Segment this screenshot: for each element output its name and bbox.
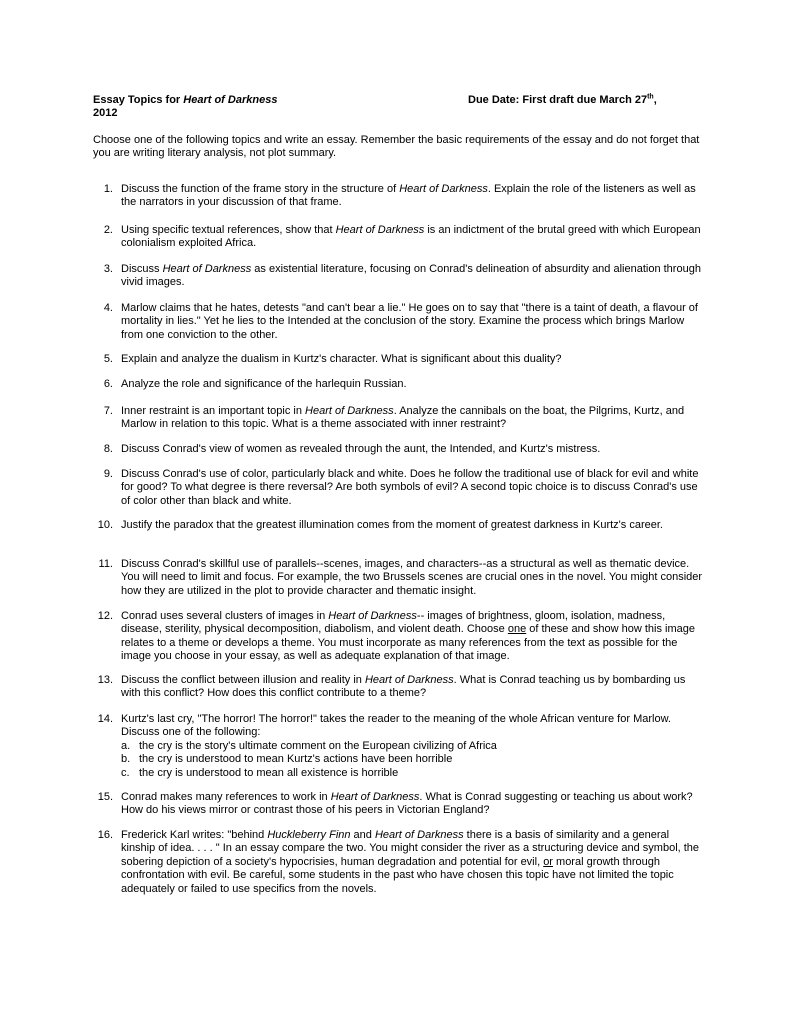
sub-option-label: b.	[121, 753, 131, 766]
topic-text	[121, 468, 703, 508]
topic-text	[121, 791, 703, 818]
text-run: moral growth through confrontation with evil. Be careful, some students in the past who have chosen this topic have not limited the topic adequately or failed to use specifics from the novels.	[121, 855, 674, 895]
text-run: as existential literature, focusing on Conrad's delineation of absurdity and alienation through vivid images.	[121, 263, 701, 289]
topic-number: 12.	[97, 610, 113, 622]
book-title: Heart of Darkness	[330, 791, 420, 803]
topic-text	[121, 519, 703, 532]
book-title: Heart of Darkness	[364, 674, 454, 686]
text-run: Inner restraint is an important topic in	[121, 405, 306, 417]
intro-paragraph: Choose one of the following topics and write an essay. Remember the basic requirements of the essay and do not forget that you are writing literary analysis, not plot summary.	[93, 134, 700, 160]
topic-number: 14.	[97, 713, 113, 725]
topic-text	[121, 829, 703, 896]
book-title: Heart of Darkness	[335, 224, 425, 236]
topic-text	[121, 558, 703, 598]
due-date-sup: th	[647, 93, 654, 101]
topic-number: 2.	[103, 224, 113, 236]
book-title: Heart of Darkness	[374, 829, 464, 841]
text-run: and	[350, 829, 375, 841]
sub-option-text: the cry is the story's ultimate comment on the European civilizing of Africa	[139, 739, 497, 752]
sub-option	[121, 753, 703, 766]
text-run: Frederick Karl writes: "behind	[121, 829, 268, 841]
sub-option-label: a.	[121, 739, 131, 752]
text-run: Discuss the conflict between illusion and reality in	[121, 674, 365, 686]
text-run: Marlow claims that he hates, detests "and can't bear a lie." He goes on to say that "there is a taint of death, a flavour of mortality in lies." Yet he lies to the Intended at the conclusion of the story. Examine the process which brings Marlow from one conviction to the other.	[121, 302, 698, 341]
text-run: Conrad uses several clusters of images in	[121, 610, 329, 622]
book-title: Heart of Darkness	[328, 610, 417, 622]
topic-number: 8.	[103, 443, 113, 455]
topic-text	[121, 610, 703, 664]
text-run: Discuss Conrad's skillful use of parallels--scenes, images, and characters--as a structural as well as thematic device. You will need to limit and focus. For example, the two Brussels scenes are crucial ones in the novel. You might consider how they are utilized in the plot to provide character and thematic insight.	[121, 558, 703, 597]
text-run: Justify the paradox that the greatest illumination comes from the moment of greatest darkness in Kurtz's career.	[121, 519, 663, 531]
topic-number: 6.	[103, 378, 113, 390]
text-run: . What is Conrad teaching us by bombarding us with this conflict? How does this conflict contribute to a theme?	[121, 674, 686, 700]
text-run: there is a basis of similarity and a general kinship of idea. . . . " In an essay compare the two. You might consider the river as a structuring device and symbol, the sobering depiction of a society's hypocrisies, human degradation and potential for evil,	[121, 829, 700, 868]
book-title: Heart of Darkness	[162, 263, 252, 275]
topic-number: 5.	[103, 353, 113, 365]
sub-option-label: c.	[121, 766, 130, 779]
title-prefix: Essay Topics for	[93, 94, 184, 106]
topic-number: 3.	[103, 263, 113, 275]
text-run: Conrad makes many references to work in	[121, 791, 331, 803]
topic-text	[121, 713, 703, 780]
topic-number: 7.	[103, 405, 113, 417]
topic-text	[121, 405, 703, 432]
sub-option-text: the cry is understood to mean all existence is horrible	[139, 766, 399, 779]
text-run: Kurtz's last cry, "The horror! The horror!" takes the reader to the meaning of the whole African venture for Marlow. Discuss one of the following:	[121, 713, 671, 739]
due-date-suffix: ,	[653, 94, 657, 106]
topic-text	[121, 183, 703, 210]
book-title: Huckleberry Finn	[267, 829, 351, 841]
due-date-text: Due Date: First draft due March 27	[468, 94, 648, 106]
topic-text	[121, 443, 703, 456]
text-run: is an indictment of the brutal greed with which European colonialism exploited Africa.	[121, 224, 701, 250]
sub-option-text: the cry is understood to mean Kurtz's actions have been horrible	[139, 753, 453, 766]
text-run: . Explain the role of the listeners as well as the narrators in your discussion of that frame.	[121, 183, 696, 209]
book-title: Heart of Darkness	[305, 405, 394, 417]
text-run: Discuss	[121, 263, 163, 275]
text-run: Discuss Conrad's use of color, particularly black and white. Does he follow the traditional use of black for evil and white for good? To what degree is there reversal? Are both symbols of evil? A second topic choice is to discuss Conrad's use of color other than black and white.	[121, 468, 699, 507]
due-date	[468, 94, 657, 107]
topic-number: 9.	[103, 468, 113, 480]
due-year: 2012	[93, 107, 118, 119]
text-run: Using specific textual references, show that	[121, 224, 336, 236]
text-run: . What is Conrad suggesting or teaching us about work? How do his views mirror or contrast those of his peers in Victorian England?	[121, 791, 693, 817]
topic-number: 1.	[103, 183, 113, 195]
topic-text	[121, 674, 703, 701]
topic-text	[121, 302, 703, 342]
topic-number: 4.	[103, 302, 113, 314]
sub-option	[121, 767, 703, 780]
title-book: Heart of Darkness	[183, 94, 278, 106]
topic-text	[121, 378, 703, 391]
book-title: Heart of Darkness	[399, 183, 488, 195]
text-run: Analyze the role and significance of the harlequin Russian.	[121, 378, 407, 390]
topic-number: 10.	[97, 519, 113, 531]
topic-text	[121, 263, 703, 290]
essay-title	[93, 94, 277, 107]
sub-option	[121, 740, 703, 753]
topic-text	[121, 353, 703, 366]
emphasis: or	[543, 855, 553, 868]
text-run: Discuss Conrad's view of women as revealed through the aunt, the Intended, and Kurtz's mistress.	[121, 443, 601, 455]
emphasis: one	[507, 623, 527, 636]
text-run: Discuss the function of the frame story in the structure of	[121, 183, 400, 195]
topic-number: 15.	[97, 791, 113, 803]
text-run: . Analyze the cannibals on the boat, the Pilgrims, Kurtz, and Marlow in relation to this topic. What is a theme associated with inner restraint?	[121, 405, 685, 431]
topic-number: 11.	[98, 558, 113, 570]
topic-number: 13.	[97, 674, 113, 686]
topic-text	[121, 224, 703, 251]
text-run: of these and show how this image relates to a theme or develops a theme. You must incorporate as many references from the text as possible for the image you choose in your essay, as well as adequate explanation of that image.	[121, 623, 695, 663]
text-run: -- images of brightness, gloom, isolation, madness, disease, sterility, physical decomposition, diabolism, and violent death. Choose	[121, 610, 666, 636]
topic-number: 16.	[97, 829, 113, 841]
text-run: Explain and analyze the dualism in Kurtz's character. What is significant about this duality?	[121, 353, 562, 365]
